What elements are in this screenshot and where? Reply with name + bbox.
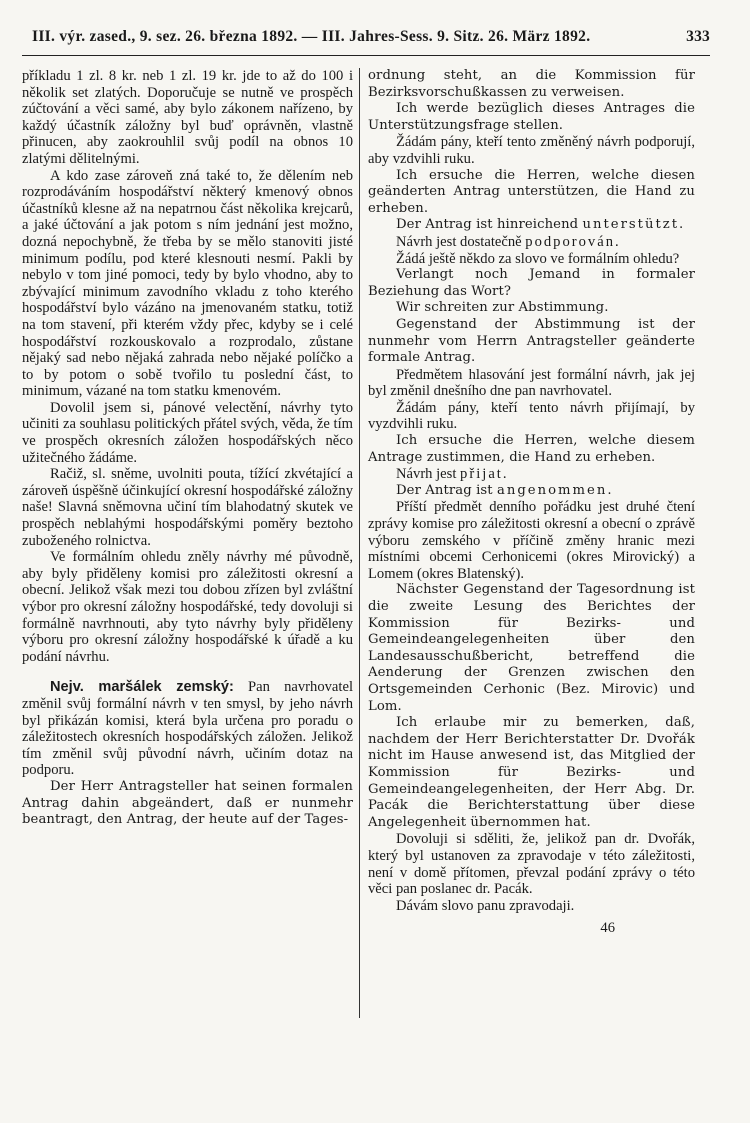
motion-supported-de-emphasis: unterstützt. — [582, 217, 686, 233]
right-paragraph-6 — [368, 234, 695, 251]
running-header — [22, 28, 710, 51]
left-paragraph-4: Račiž, sl. sněme, uvolniti pouta, tížící zkvétající a zároveň úspěšně účinkující okresní hospodářské záložny naše! Slavná sněmovna učiní tím blahodatný skutek ve prospěch neblahými hospodářskými poměry beztoho zuboženého rolnictva. — [22, 466, 353, 549]
left-paragraph-german: Der Herr Antragsteller hat seinen formalen Antrag dahin abgeändert, daß er nunmehr beantragt, den Antrag, der heute auf der Tages- — [22, 778, 353, 828]
right-paragraph-7: Žádá ještě někdo za slovo ve formálním ohledu? — [396, 250, 680, 267]
speaker-paragraph — [22, 679, 353, 779]
right-paragraph-2: Ich werde bezüglich dieses Antrages die Unterstützungsfrage stellen. — [368, 101, 695, 133]
left-paragraph-1: příkladu 1 zl. 8 kr. neb 1 zl. 19 kr. jde to až do 100 i několik set zlatých. Doporučuje se nutně ve prospěch zúčtování a věci samé, aby bylo zákonem nařízeno, by každý účastník záložny byl buď oprávněn, vlastně přinucen, aby zaokrouhlil svůj podíl na obnos 10 zlatými dělitelnými. — [22, 68, 353, 167]
right-paragraph-12: Žádám pány, kteří tento návrh přijímají, by vyzdvihli ruku. — [368, 399, 695, 433]
right-paragraph-13: Ich ersuche die Herren, welche diesem Antrage zustimmen, die Hand zu erheben. — [368, 433, 695, 465]
motion-supported-cz: Návrh jest dostatečně — [396, 233, 522, 250]
right-paragraph-15 — [368, 483, 695, 500]
left-column — [22, 68, 357, 1018]
right-paragraph-5 — [368, 217, 695, 234]
left-paragraph-5: Ve formálním ohledu zněly návrhy mé původně, aby byly přiděleny komisi pro záležitosti okresní a obecní. Jelikož však mezi tou dobou zřízen byl zvláštní výbor pro okresní záložny hospodářské, tedy dovoluji si formálně navrhnouti, aby tyto návrhy byly přiděleny výboru pro okresní záložny hospodářské k úřadě a ku podání návrhu. — [22, 549, 353, 665]
motion-accepted-de: Der Antrag ist — [396, 482, 493, 498]
right-paragraph-19: Dávám slovo panu zpravodaji. — [396, 897, 575, 914]
right-paragraph-8: Verlangt noch Jemand in formaler Beziehung das Wort? — [368, 267, 695, 299]
text-columns — [22, 68, 710, 1018]
motion-supported-cz-emphasis: podporován. — [525, 233, 621, 250]
agenda-item: Příští předmět denního pořádku jest druhé čtení zprávy komise pro záležitosti okresní a obecní o zprávě výboru zemského v příčině změny hranic mezi místními obcemi Cerhonicemi (okres Mirovický) a Lomem (okres Blatenský). — [368, 499, 695, 582]
right-paragraph-9: Wir schreiten zur Abstimmung. — [396, 300, 609, 316]
speaker-name: Nejv. maršálek zemský: — [50, 679, 234, 696]
motion-accepted-cz: Návrh jest — [396, 466, 457, 483]
motion-accepted-de-emphasis: angenommen. — [496, 482, 614, 498]
header-session-info: III. výr. zased., 9. sez. 26. března 1892. — III. Jahres-Sess. 9. Sitz. 26. März 1892. — [32, 28, 591, 45]
motion-supported-de: Der Antrag ist hinreichend — [396, 217, 579, 233]
right-column — [360, 68, 695, 1018]
header-page-number: 333 — [686, 28, 710, 45]
right-paragraph-16: Nächster Gegenstand der Tagesordnung ist die zweite Lesung des Berichtes der Kommission für Bezirks- und Gemeindeangelegenheiten über den Landesausschußbericht, betreffend die Aenderung der Grenzen zwischen den Ortsgemeinden Cerhonic (Bez. Mirovic) und Lom. — [368, 582, 695, 714]
right-paragraph-10: Gegenstand der Abstimmung ist der nunmehr vom Herrn Antragsteller geänderte formale Antrag. — [368, 316, 695, 366]
left-paragraph-2: A kdo zase zároveň zná také to, že dělením neb rozprodáváním hospodářství některý kmenový obnos účastníků klesne až na nepatrnou část několika krejcarů, a jaké účtování a jak potom s ním jednání jest možno, dozná nepochybně, že třeba by se mělo stanoviti jisté minimum podílu, pod které klesnouti nesmí. Pakli by nebylo v tom jiné pomoci, tedy by bylo vhodno, aby to zbývající minimum zavodního vkladu z toho kterého hospodářství bylo vázáno na jmenovaném statku, totiž na tom stavení, při kterém vždy přec, kdyby se i celé hospodářství rozkouskovalo a rozprodalo, zůstane nějaký sad nebo nějaká zahrada nebo nějaké políčko a to by potom o sobě tvořilo tu poslední část, to minimum, vázané na tom statku kmenovém. — [22, 167, 353, 400]
header-rule — [22, 55, 710, 56]
right-paragraph-4: Ich ersuche die Herren, welche diesen geänderten Antrag unterstützen, die Hand zu erheben. — [368, 167, 695, 216]
right-paragraph-1: ordnung steht, an die Kommission für Bezirksvorschußkassen zu verweisen. — [368, 68, 695, 100]
right-paragraph-14 — [368, 466, 695, 483]
right-paragraph-11: Předmětem hlasování jest formální návrh, jak jej byl změnil dnešního dne pan navrhovatel. — [368, 366, 695, 400]
left-paragraph-3: Dovolil jsem si, pánové velectění, návrhy tyto učiniti za souhlasu politických přátel svých, věda, že tím ve prospěch okresních záložen hospodářských něco užitečného žádáme. — [22, 399, 353, 466]
motion-accepted-cz-emphasis: přijat. — [460, 466, 509, 483]
speaker-statement: Pan navrhovatel změnil svůj formální návrh v ten smysl, by jeho návrh byl přikázán komisi, která byla určena pro poradu o záležitostech okresních hospodářských záložen. Jelikož tím změnil svůj původní návrh, učiním dotaz na podporu. — [22, 679, 353, 779]
right-paragraph-18: Dovoluji si sděliti, že, jelikož pan dr. Dvořák, který byl ustanoven za zpravodaje v této záležitosti, není v domě přítomen, převzal podání zprávy o této věci pan poslanec dr. Pacák. — [368, 831, 695, 898]
footer-sheet-number: 46 — [600, 920, 615, 937]
right-paragraph-17: Ich erlaube mir zu bemerken, daß, nachdem der Herr Berichterstatter Dr. Dvořák nicht im Hause anwesend ist, das Mitglied der Kommission für Bezirks- und Gemeindeangelegenheiten, der Herr Abg. Dr. Pacák die Berichterstattung über diese Angelegenheit übernommen hat. — [368, 715, 695, 830]
right-paragraph-3: Žádám pány, kteří tento změněný návrh podporují, aby vzdvihli ruku. — [368, 134, 695, 167]
